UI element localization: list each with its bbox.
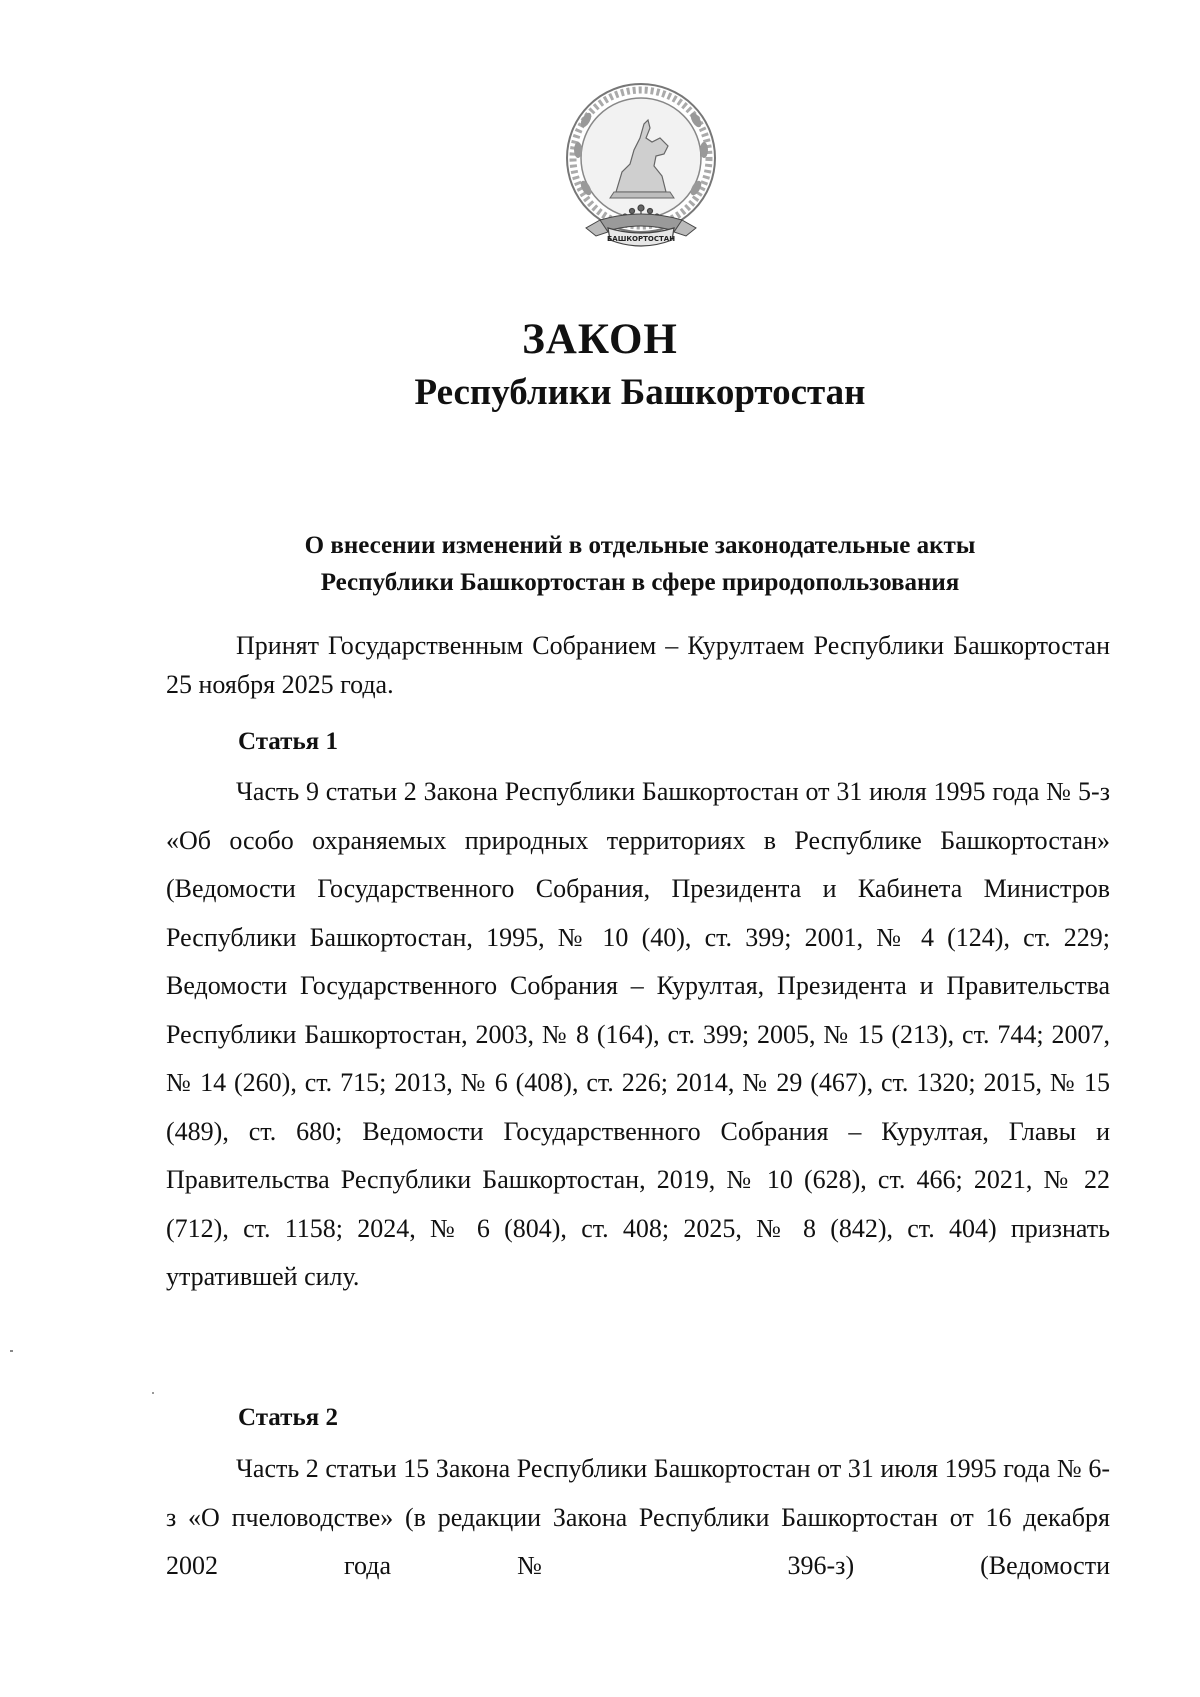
law-subject-line-1: О внесении изменений в отдельные законодательные акты <box>304 532 976 559</box>
article-1-text: Часть 9 статьи 2 Закона Республики Башкортостан от 31 июля 1995 года № 5-з «Об особо охраняемых природных территориях в Республике Башкортостан» (Ведомости Государственного Собрания, Президента и Кабинета Министров Республики Башкортостан, 1995, № 10 (40), ст. 399; 2001, № 4 (124), ст. 229; Ведомости Государственного Собрания – Курултая, Президента и Правительства Республики Башкортостан, 2003, № 8 (164), ст. 399; 2005, № 15 (213), ст. 744; 2007, № 14 (260), ст. 715; 2013, № 6 (408), ст. 226; 2014, № 29 (467), ст. 1320; 2015, № 15 (489), ст. 680; Ведомости Государственного Собрания – Курултая, Главы и Правительства Республики Башкортостан, 2019, № 10 (628), ст. 466; 2021, № 22 (712), ст. 1158; 2024, № 6 (804), ст. 408; 2025, № 8 (842), ст. 404) признать утратившей силу. <box>166 777 1110 1291</box>
adoption-statement: Принят Государственным Собранием – Курултаем Республики Башкортостан 25 ноября 2025 года. <box>166 631 1110 699</box>
law-subject <box>160 527 1120 601</box>
law-title: ЗАКОН <box>522 316 678 363</box>
article-1-heading: Статья 1 <box>238 728 338 755</box>
article-2-text: Часть 2 статьи 15 Закона Республики Башкортостан от 31 июля 1995 года № 6-з «О пчеловодстве» (в редакции Закона Республики Башкортостан от 16 декабря 2002 года № 396-з) (Ведомости <box>166 1454 1110 1580</box>
article-2-heading: Статья 2 <box>238 1404 338 1431</box>
scan-speck <box>10 1350 13 1352</box>
law-subject-line-2: Республики Башкортостан в сфере природопользования <box>320 569 960 596</box>
law-subtitle: Республики Башкортостан <box>414 372 866 413</box>
coat-of-arms-icon <box>556 80 726 265</box>
scan-speck <box>152 1392 154 1394</box>
coat-of-arms-emblem <box>556 80 726 265</box>
emblem-ribbon-text: БАШКОРТОСТАН <box>606 235 676 243</box>
